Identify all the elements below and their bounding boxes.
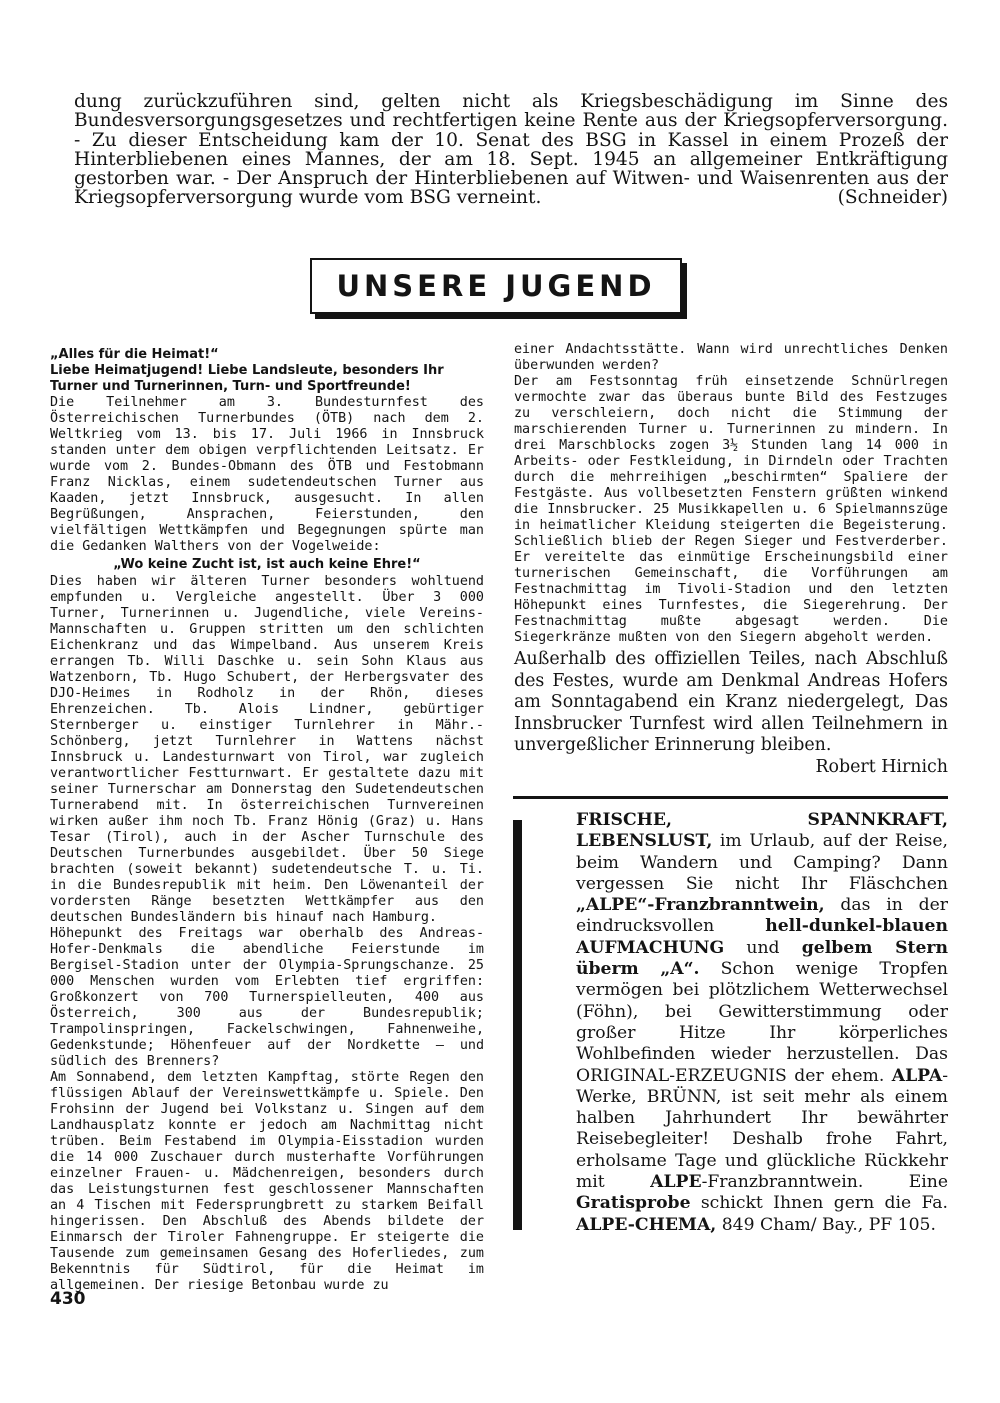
page-number: 430 [50, 1289, 86, 1309]
article-closing-paragraph [514, 649, 948, 777]
section-banner [310, 258, 682, 314]
ad-emphasis: ALPE [650, 1172, 702, 1193]
article-greeting: Liebe Heimatjugend! Liebe Landsleute, besonders Ihr Turner und Turnerinnen, Turn- und Sportfreunde! [50, 363, 444, 394]
article-paragraph: einer Andachtsstätte. Wann wird unrechtliches Denken überwunden werden? [514, 342, 948, 373]
top-article-continuation [74, 92, 948, 208]
top-article-text: dung zurückzuführen sind, gelten nicht als Kriegsbeschädigung im Sinne des Bundesversorgungsgesetzes und rechtfertigen keine Rente aus der Kriegsopferversorgung. - Zu dieser Entscheidung kam der 10. Senat des BSG in Kassel in einem Prozeß der Hinterbliebenen eines Mannes, der am 18. Sept. 1945 an allgemeiner Entkräftigung gestorben war. - Der Anspruch der Hinterbliebenen auf Witwen- und Waisenrenten aus der Kriegsopferversorgung wurde vom BSG verneint. [74, 91, 948, 209]
ad-text: -Werke, BRÜNN, ist seit mehr als einem halben Jahrhundert Ihr bewährter Reisebegleiter! Deshalb frohe Fahrt, erholsame Tage und glückliche Rückkehr mit [576, 1065, 948, 1193]
ad-company: ALPE-CHEMA, [576, 1214, 717, 1235]
article-column-left [50, 347, 484, 1294]
ad-text: Schon wenige Tropfen vermögen bei plötzlichem Wetterwechsel (Föhn), bei Gewitterstimmung oder großer Hitze Ihr körperliches Wohlbefinden wieder herzustellen. Das ORIGINAL-ERZEUGNIS der ehem. [576, 959, 948, 1086]
ad-headline: FRISCHE, SPANNKRAFT, LEBENSLUST, [576, 810, 948, 852]
article-heading: „Alles für die Heimat!“ [50, 347, 219, 362]
ad-emphasis: gelbem Stern überm „A“. [576, 937, 948, 980]
article-paragraph: Der am Festsonntag früh einsetzende Schnürlregen vermochte zwar das überaus bunte Bild des Festzuges zu verschleiern, doch nicht die Stimmung der marschierenden Turner u. Turnerinnen zu mindern. In drei Marschblocks zogen 3½ Stunden lang 14 000 in Arbeits- oder Festkleidung, in Dirndeln oder Trachten durch die mehrreihigen „beschirmten“ Spaliere der Festgäste. Aus vollbesetzten Fenstern grüßten winkend die Innsbrucker. 25 Musikkapellen u. 6 Spielmannszüge in heimatlicher Kleidung steigerten die Begeisterung. Schließlich blieb der Regen Sieger und Festverderber. Er vereitelte das einmütige Erscheinungsbild einer turnerischen Gemeinschaft, die Vorführungen am Festnachmittag im Tivoli-Stadion und den letzten Höhepunkt eines Turnfestes, die Siegerehrung. Der Festnachmittag mußte abgesagt werden. Die Siegerkränze mußten von den Siegern abgeholt werden. [514, 374, 948, 645]
advertisement-top-rule [513, 796, 948, 799]
ad-text: schickt Ihnen gern die Fa. [690, 1193, 948, 1214]
article-author: Robert Hirnich [815, 756, 948, 777]
article-paragraph: Höhepunkt des Freitags war oberhalb des Andreas-Hofer-Denkmals die abendliche Feierstunde im Bergisel-Stadion unter der Olympia-Sprungschanze. 25 000 Menschen wurden vom Erlebten tief ergriffen: Großkonzert von 700 Turnerspielleuten, 400 aus Österreich, 300 aus der Bundesrepublik; Trampolinspringen, Fackelschwingen, Fahnenweihe, Gedenkstunde; Höhenfeuer auf der Nordkette — und südlich des Brenners? [50, 926, 484, 1069]
article-paragraph: Dies haben wir älteren Turner besonders wohltuend empfunden u. Vergleiche angestellt. Über 3 000 Turner, Turnerinnen u. Jugendliche, viele Vereins-Mannschaften u. Gruppen stritten um den schlichten Eichenkranz und das Wimpelband. Aus unserem Kreis errangen Tb. Willi Daschke u. sein Sohn Klaus aus Watzenborn, Tb. Hugo Schubert, der Herbergsvater des DJO-Heimes in Rodholz in der Rhön, dieses Ehrenzeichen. Tb. Alois Lindner, gebürtiger Sternberger u. einstiger Turnlehrer in Mähr.-Schönberg, jetzt Turnlehrer in Wattens nächst Innsbruck u. Landesturnwart von Tirol, war zugleich verantwortlicher Festturnwart. Er gestaltete dazu mit seiner Turnerschar am Donnerstag den Sudetendeutschen Turnerabend mit. In österreichischen Turnvereinen wirken außer ihm noch Tb. Franz Hönig (Graz) u. Hans Tesar (Tirol), auch in der Ascher Turnschule des Deutschen Turnerbundes ausgebildet. Über 50 Siege brachten (soweit bekannt) sudetendeutsche T. u. Ti. in die Bundesrepublik mit heim. Den Löwenanteil der vordersten Ränge besetzten Wettkämpfer aus den deutschen Bundesländern bis hinauf nach Hamburg. [50, 574, 484, 925]
ad-text: -Franzbranntwein. Eine [701, 1172, 948, 1193]
article-motto: „Wo keine Zucht ist, ist auch keine Ehre!“ [113, 557, 421, 572]
advertisement-side-bar [513, 820, 522, 1230]
ad-address: 849 Cham/ Bay., PF 105. [716, 1214, 936, 1235]
ad-text: und [724, 937, 802, 958]
article-closing-text: Außerhalb des offiziellen Teiles, nach Abschluß des Festes, wurde am Denkmal Andreas Hofers am Sonntagabend ein Kranz niedergelegt, Das Innsbrucker Turnfest wird allen Teilnehmern in unvergeßlicher Erinnerung bleiben. [514, 649, 948, 755]
article-paragraph: Die Teilnehmer am 3. Bundesturnfest des Österreichischen Turnerbundes (ÖTB) nach dem 2. Weltkrieg vom 13. bis 17. Juli 1966 in Innsbruck standen unter dem obigen verpflichtenden Leitsatz. Er wurde vom 2. Bundes-Obmann des ÖTB und Festobmann Franz Nicklas, einem sudetendeutschen Turner aus Kaaden, jetzt Innsbruck, ausgesucht. In allen Begrüßungen, Ansprachen, Feierstunden, den vielfältigen Wettkämpfen und Begegnungen spürte man die Gedanken Walthers von der Vogelweide: [50, 395, 484, 554]
ad-product-name: „ALPE“-Franzbranntwein, [576, 895, 825, 916]
ad-emphasis: Gratisprobe [576, 1193, 691, 1214]
section-banner-title: UNSERE JUGEND [336, 269, 656, 303]
ad-text: das in der eindrucksvollen [576, 895, 948, 937]
ad-text: im Urlaub, auf der Reise, beim Wandern und Camping? Dann vergessen Sie nicht Ihr Fläschchen [576, 831, 948, 894]
ad-emphasis: hell-dunkel-blauen AUFMACHUNG [576, 916, 948, 958]
ad-emphasis: ALPA [891, 1065, 943, 1086]
article-paragraph: Am Sonnabend, dem letzten Kampftag, störte Regen den flüssigen Ablauf der Vereinswettkämpfe u. Spiele. Den Frohsinn der Jugend bei Volkstanz u. Singen auf dem Landhausplatz konnte er jedoch am Nachmittag nicht trüben. Beim Festabend im Olympia-Eisstadion wurden die 14 000 Zuschauer durch musterhafte Vorführungen einzelner Frauen- u. Mädchenreigen, besonders durch das Leistungsturnen fest geschlossener Mannschaften an 4 Tischen mit Federsprungbrett zu starkem Beifall hingerissen. Den Abschluß des Abends bildete der Einmarsch der Tiroler Fahnengruppe. Er steigerte die Tausende zum gemeinsamen Gesang des Hoferliedes, zum Bekenntnis für Südtirol, für die Heimat im allgemeinen. Der riesige Betonbau wurde zu [50, 1070, 484, 1293]
article-column-right [514, 342, 948, 778]
advertisement-text [576, 810, 948, 1236]
top-article-signature: (Schneider) [837, 187, 948, 209]
